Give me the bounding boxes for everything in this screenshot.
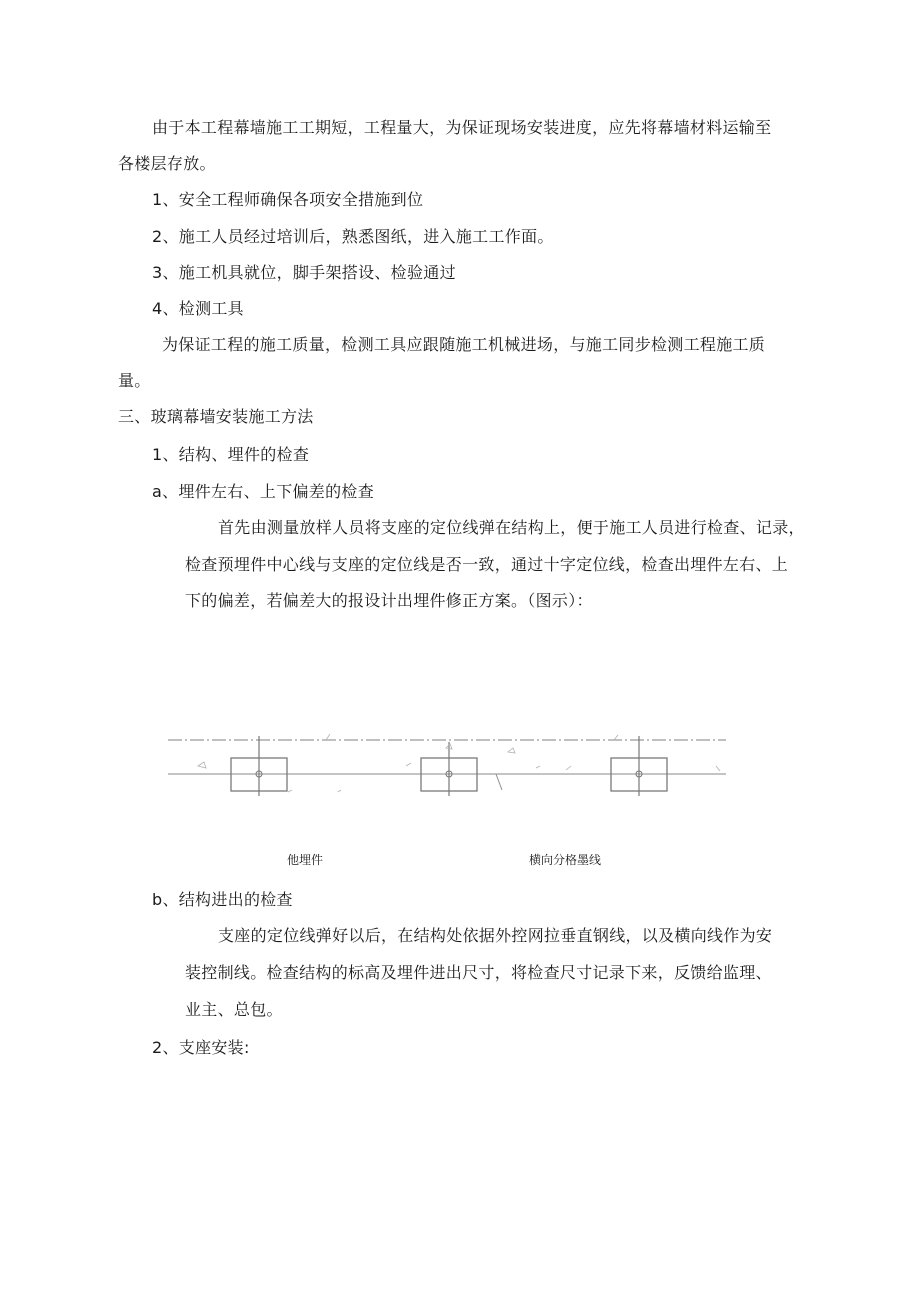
intro-line-1: 由于本工程幕墙施工工期短，工程量大，为保证现场安装进度，应先将幕墙材料运输至	[152, 118, 772, 137]
hatch-mark	[406, 763, 411, 766]
intro-line-2: 各楼层存放。	[118, 154, 216, 173]
hatch-mark	[288, 790, 292, 792]
subsection-a-heading: a、埋件左右、上下偏差的检查	[152, 482, 375, 501]
hatch-mark	[536, 766, 540, 768]
para-b-line-2: 装控制线。检查结构的标高及埋件进出尺寸，将检查尺寸记录下来，反馈给监理、	[185, 963, 772, 982]
hatch-mark	[496, 774, 502, 790]
subsection-b-heading: b、结构进出的检查	[152, 890, 293, 909]
para-a-line-2: 检查预埋件中心线与支座的定位线是否一致，通过十字定位线，检查出埋件左右、上	[185, 555, 789, 574]
embedded-parts-diagram	[168, 730, 728, 800]
prep-item-2: 2、施工人员经过培训后，熟悉图纸，进入施工工作面。	[152, 227, 554, 246]
hatch-mark	[338, 790, 341, 792]
hatch-mark	[326, 734, 330, 740]
prep-item-4: 4、检测工具	[152, 299, 244, 318]
figure-caption-right: 横向分格墨线	[529, 853, 602, 867]
subsection-2-heading: 2、支座安装:	[152, 1038, 250, 1057]
para-b-line-3: 业主、总包。	[185, 1000, 283, 1019]
hatch-mark	[566, 766, 571, 770]
section-heading: 三、玻璃幕墙安装施工方法	[118, 407, 314, 426]
tools-para-line-2: 量。	[118, 371, 151, 390]
hatch-mark	[716, 766, 720, 771]
tools-para-line-1: 为保证工程的施工质量，检测工具应跟随施工机械进场，与施工同步检测工程施工质	[162, 335, 766, 354]
hatch-mark	[198, 762, 206, 768]
figure-caption-left: 他埋件	[287, 853, 324, 867]
hatch-mark	[508, 748, 515, 753]
subsection-1-heading: 1、结构、埋件的检查	[152, 445, 310, 464]
prep-item-1: 1、安全工程师确保各项安全措施到位	[152, 190, 424, 209]
para-a-line-3: 下的偏差，若偏差大的报设计出埋件修正方案。（图示）：	[185, 591, 593, 610]
prep-item-3: 3、施工机具就位，脚手架搭设、检验通过	[152, 263, 456, 282]
hatch-mark	[614, 735, 618, 740]
para-b-line-1: 支座的定位线弹好以后，在结构处依据外控网拉垂直钢线，以及横向线作为安	[218, 926, 773, 945]
para-a-line-1: 首先由测量放样人员将支座的定位线弹在结构上，便于施工人员进行检查、记录，	[218, 518, 805, 537]
